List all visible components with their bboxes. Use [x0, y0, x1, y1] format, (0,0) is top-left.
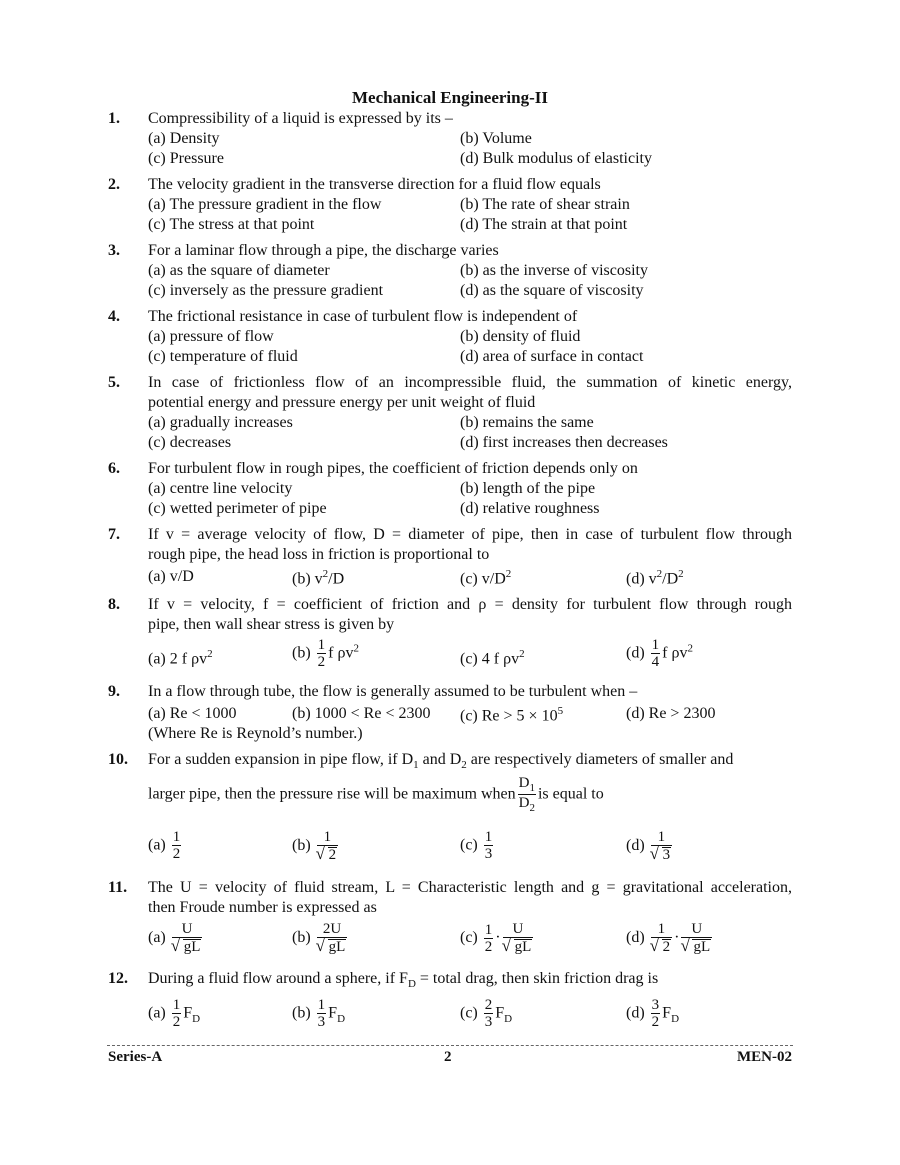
question-number: 5. — [108, 374, 120, 391]
question-text: Compressibility of a liquid is expressed by its – — [148, 110, 453, 127]
option-a: (a) U √ gL — [148, 922, 204, 955]
option-b: (b) 1 √ 2 — [292, 830, 340, 863]
option-a: (a) Re < 1000 — [148, 705, 237, 722]
option-b: (b) Volume — [460, 130, 532, 147]
question-number: 9. — [108, 683, 120, 700]
option-a: (a) as the square of diameter — [148, 262, 330, 279]
question-number: 11. — [108, 879, 128, 896]
question-text: For a sudden expansion in pipe flow, if $D_1$ and $D_2$ are respectively diameters of smaller and — [148, 751, 734, 772]
question-number: 3. — [108, 242, 120, 259]
option-a: (a) 2 f $\rho v^2$ — [148, 648, 213, 668]
option-c: (c) The stress at that point — [148, 216, 315, 233]
question-text: The frictional resistance in case of turbulent flow is independent of — [148, 308, 578, 325]
option-c: (c) Pressure — [148, 150, 224, 167]
question-text-cont: potential energy and pressure energy per unit weight of fluid — [148, 394, 536, 411]
option-c: (c) $v/D^2$ — [460, 568, 512, 588]
option-c: (c) $Re > 5 \times 10^5$ — [460, 705, 564, 725]
option-a: (a) $\frac{1}{2}$ — [148, 829, 181, 862]
option-a: (a) $\frac{1}{2}$ $F_D$ — [148, 997, 201, 1030]
option-c: (c) $\frac{1}{3}$ — [460, 829, 493, 862]
question-text: During a fluid flow around a sphere, if $F_D$ = total drag, then skin friction drag is — [148, 970, 659, 991]
option-c: (c) inversely as the pressure gradient — [148, 282, 384, 299]
option-b: (b) as the inverse of viscosity — [460, 262, 648, 279]
option-c: (c) decreases — [148, 434, 232, 451]
option-d: (d) $\frac{3}{2}$ $F_D$ — [626, 997, 680, 1030]
option-b: (b) $\frac{1}{3}$ $F_D$ — [292, 997, 346, 1030]
footer-code: MEN-02 — [737, 1049, 792, 1065]
question-text-cont: rough pipe, the head loss in friction is proportional to — [148, 546, 490, 563]
footer-divider — [107, 1045, 793, 1046]
question-note: (Where Re is Reynold’s number.) — [148, 725, 363, 742]
question-text: If v = velocity, f = coefficient of friction and ρ = density for turbulent flow through rough — [148, 596, 792, 613]
option-b: (b) length of the pipe — [460, 480, 596, 497]
option-c: (c) $\frac{1}{2}$ · U √ gL — [460, 922, 535, 955]
option-c: (c) wetted perimeter of pipe — [148, 500, 327, 517]
option-b: (b) 1000 < Re < 2300 — [292, 705, 431, 722]
question-number: 6. — [108, 460, 120, 477]
question-text-cont: larger pipe, then the pressure rise will be maximum when $\frac{D_1}{D_2}$ is equal to — [148, 775, 604, 814]
question-text: In case of frictionless flow of an incompressible fluid, the summation of kinetic energy, — [148, 374, 792, 391]
option-d: (d) Re > 2300 — [626, 705, 716, 722]
option-d: (d) as the square of viscosity — [460, 282, 644, 299]
option-b: (b) density of fluid — [460, 328, 581, 345]
option-a: (a) v/D — [148, 568, 194, 585]
option-d: (d) relative roughness — [460, 500, 600, 517]
question-number: 4. — [108, 308, 120, 325]
question-number: 7. — [108, 526, 120, 543]
option-c: (c) 4 f $\rho v^2$ — [460, 648, 525, 668]
question-number: 1. — [108, 110, 120, 127]
option-c: (c) temperature of fluid — [148, 348, 298, 365]
option-d: (d) 1 √ 3 — [626, 830, 674, 863]
footer-series: Series-A — [108, 1049, 163, 1065]
option-a: (a) pressure of flow — [148, 328, 274, 345]
option-d: (d) first increases then decreases — [460, 434, 668, 451]
question-text-cont: pipe, then wall shear stress is given by — [148, 616, 395, 633]
option-a: (a) gradually increases — [148, 414, 293, 431]
option-d: (d) 1 √ 2 · U √ gL — [626, 922, 714, 955]
question-number: 10. — [108, 751, 128, 768]
option-b: (b) 2U √ gL — [292, 922, 349, 955]
question-number: 2. — [108, 176, 120, 193]
option-d: (d) area of surface in contact — [460, 348, 644, 365]
footer-page-number: 2 — [444, 1049, 452, 1065]
question-text: In a flow through tube, the flow is generally assumed to be turbulent when – — [148, 683, 638, 700]
option-b: (b) $v^2/D$ — [292, 568, 345, 588]
option-d: (d) The strain at that point — [460, 216, 628, 233]
option-b: (b) $\frac{1}{2}$ f $\rho v^2$ — [292, 637, 359, 670]
option-a: (a) Density — [148, 130, 220, 147]
question-number: 8. — [108, 596, 120, 613]
page-title: Mechanical Engineering-II — [352, 88, 548, 107]
question-text: If v = average velocity of flow, D = diameter of pipe, then in case of turbulent flow through — [148, 526, 792, 543]
option-a: (a) The pressure gradient in the flow — [148, 196, 382, 213]
question-text-cont: then Froude number is expressed as — [148, 899, 377, 916]
option-d: (d) Bulk modulus of elasticity — [460, 150, 652, 167]
question-text: For turbulent flow in rough pipes, the coefficient of friction depends only on — [148, 460, 638, 477]
option-d: (d) $\frac{1}{4}$ f $\rho v^2$ — [626, 637, 693, 670]
question-text: For a laminar flow through a pipe, the discharge varies — [148, 242, 499, 259]
question-text: The velocity gradient in the transverse direction for a fluid flow equals — [148, 176, 601, 193]
option-d: (d) $v^2/D^2$ — [626, 568, 684, 588]
option-b: (b) The rate of shear strain — [460, 196, 630, 213]
option-b: (b) remains the same — [460, 414, 594, 431]
question-text: The U = velocity of fluid stream, L = Characteristic length and g = gravitational acceleration, — [148, 879, 792, 896]
option-c: (c) $\frac{2}{3}$ $F_D$ — [460, 997, 513, 1030]
question-number: 12. — [108, 970, 128, 987]
option-a: (a) centre line velocity — [148, 480, 293, 497]
